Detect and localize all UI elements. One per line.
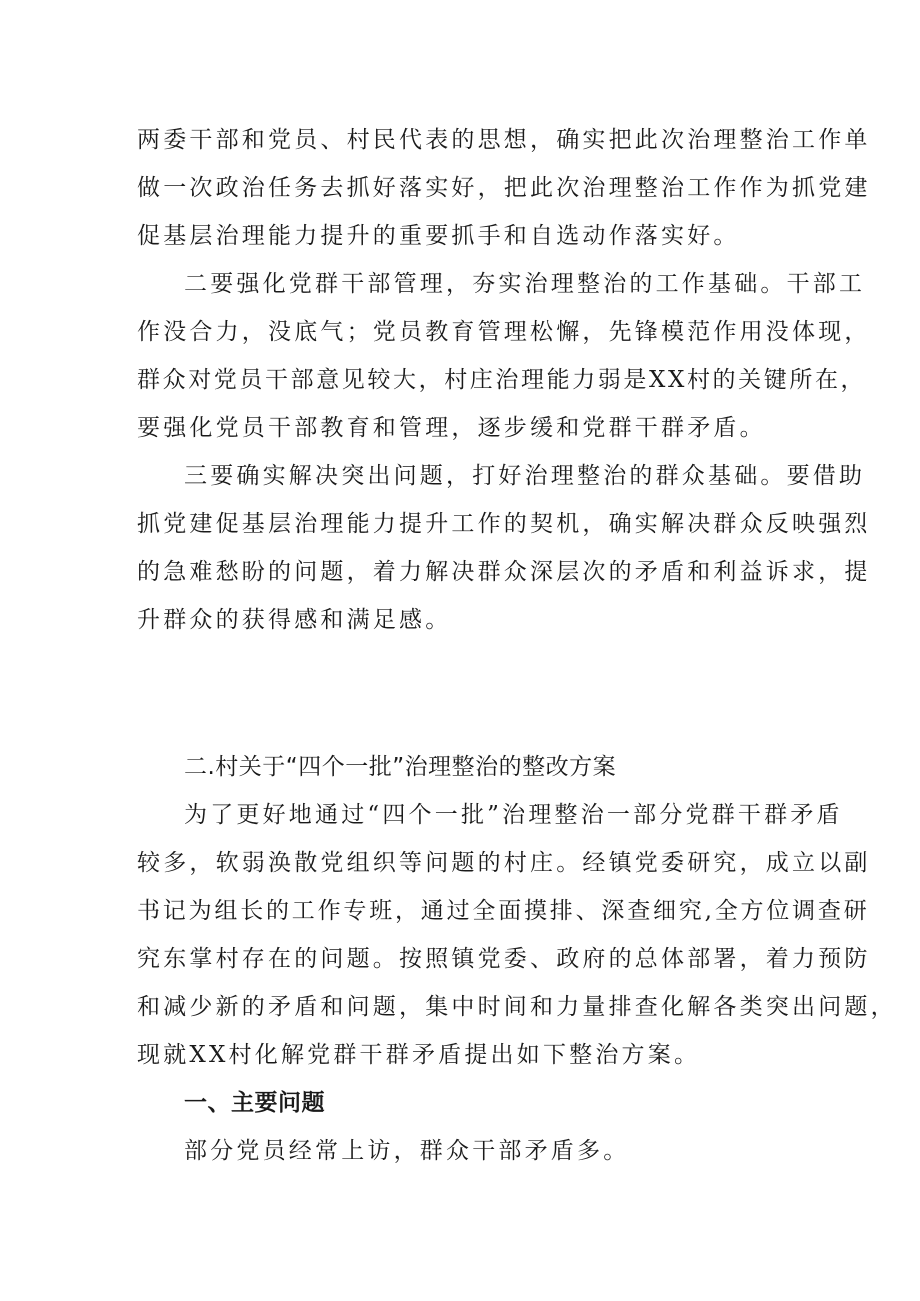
paragraph-line: 和减少新的矛盾和问题，集中时间和力量排查化解各类突出问题， [137, 994, 897, 1020]
paragraph-line: 现就XX村化解党群干群矛盾提出如下整治方案。 [137, 1042, 701, 1068]
paragraph-line: 抓党建促基层治理能力提升工作的契机，确实解决群众反映强烈 [137, 511, 871, 537]
paragraph-line: 较多，软弱涣散党组织等问题的村庄。经镇党委研究，成立以副 [137, 850, 871, 876]
paragraph-line: 部分党员经常上访，群众干部矛盾多。 [184, 1138, 630, 1164]
paragraph-line: 要强化党员干部教育和管理，逐步缓和党群干群矛盾。 [137, 415, 766, 441]
paragraph-line: 作没合力，没底气；党员教育管理松懈，先锋模范作用没体现， [137, 319, 871, 345]
paragraph-line: 促基层治理能力提升的重要抓手和自选动作落实好。 [137, 223, 740, 249]
paragraph-line: 两委干部和党员、村民代表的思想，确实把此次治理整治工作单 [137, 127, 871, 153]
paragraph-line: 升群众的获得感和满足感。 [137, 607, 452, 633]
paragraph-line: 究东掌村存在的问题。按照镇党委、政府的总体部署，着力预防 [137, 946, 871, 972]
paragraph-line: 的急难愁盼的问题，着力解决群众深层次的矛盾和利益诉求，提 [137, 559, 871, 585]
paragraph-line: 为了更好地通过“四个一批”治理整治一部分党群干群矛盾 [184, 802, 843, 828]
paragraph-line: 做一次政治任务去抓好落实好，把此次治理整治工作作为抓党建 [137, 175, 871, 201]
paragraph-line: 二要强化党群干部管理，夯实治理整治的工作基础。干部工 [184, 271, 866, 297]
paragraph-line: 群众对党员干部意见较大，村庄治理能力弱是XX村的关键所在， [137, 367, 867, 393]
paragraph-line: 书记为组长的工作专班，通过全面摸排、深查细究,全方位调查研 [137, 898, 870, 924]
section-title: 二.村关于“四个一批”治理整治的整改方案 [184, 754, 617, 780]
paragraph-line: 三要确实解决突出问题，打好治理整治的群众基础。要借助 [184, 463, 866, 489]
subsection-heading: 一、主要问题 [184, 1090, 325, 1116]
